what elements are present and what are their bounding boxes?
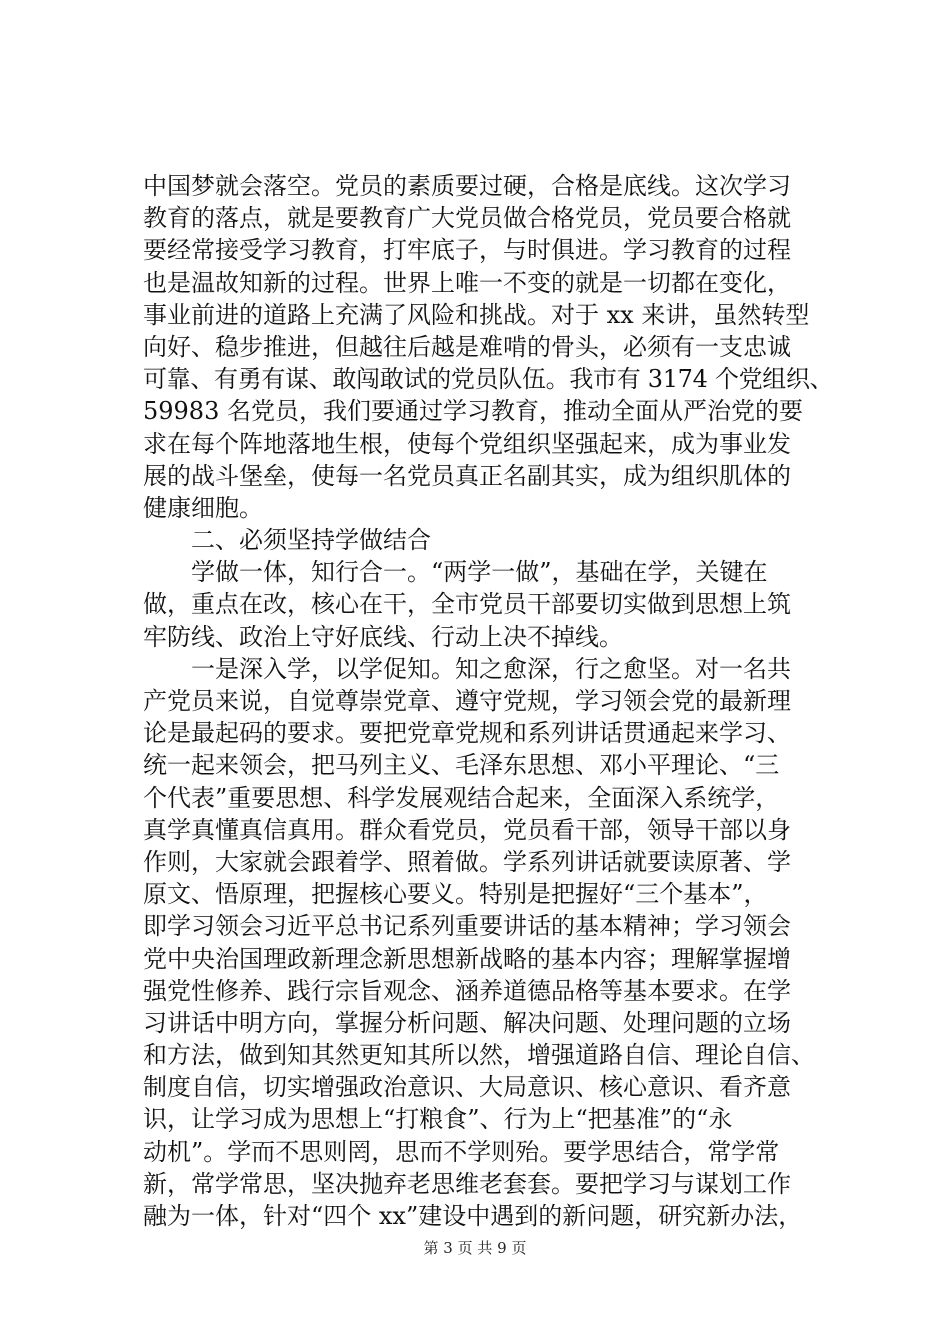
text-line: 党中央治国理政新理念新思想新战略的基本内容；理解掌握增	[143, 944, 791, 973]
text-line: 学做一体，知行合一。“两学一做”，基础在学，关键在	[143, 558, 768, 587]
text-line: 二、必须坚持学做结合	[143, 526, 431, 555]
page-footer: 第 3 页 共 9 页	[423, 1239, 527, 1257]
text-line: 识，让学习成为思想上“打粮食”、行为上“把基准”的“永	[143, 1105, 733, 1134]
text-line: 展的战斗堡垒，使每一名党员真正名副其实，成为组织肌体的	[143, 461, 791, 490]
text-line: 原文、悟原理，把握核心要义。特别是把握好“三个基本”，	[143, 880, 768, 909]
text-line: 中国梦就会落空。党员的素质要过硬，合格是底线。这次学习	[143, 172, 791, 200]
text-line: 个代表”重要思想、科学发展观结合起来，全面深入系统学，	[143, 783, 780, 812]
text-line: 习讲话中明方向，掌握分析问题、解决问题、处理问题的立场	[143, 1008, 791, 1037]
text-line: 59983 名党员，我们要通过学习教育，推动全面从严治党的要	[143, 397, 803, 426]
text-line: 向好、稳步推进，但越往后越是难啃的骨头，必须有一支忠诚	[143, 332, 791, 361]
text-line: 事业前进的道路上充满了风险和挑战。对于 xx 来讲，虽然转型	[143, 300, 810, 329]
text-line: 做，重点在改，核心在干，全市党员干部要切实做到思想上筑	[143, 590, 791, 619]
text-line: 融为一体，针对“四个 xx”建设中遇到的新问题，研究新办法，	[143, 1202, 803, 1230]
text-line: 要经常接受学习教育，打牢底子，与时俱进。学习教育的过程	[143, 236, 791, 265]
text-line: 真学真懂真信真用。群众看党员，党员看干部，领导干部以身	[143, 815, 791, 844]
text-line: 新，常学常思，坚决抛弃老思维老套套。要把学习与谋划工作	[143, 1169, 791, 1198]
text-line: 动机”。学而不思则罔，思而不学则殆。要学思结合，常学常	[143, 1137, 780, 1166]
text-line: 统一起来领会，把马列主义、毛泽东思想、邓小平理论、“三	[143, 751, 780, 780]
text-line: 可靠、有勇有谋、敢闯敢试的党员队伍。我市有 3174 个党组织、	[143, 365, 834, 394]
text-line: 求在每个阵地落地生根，使每个党组织坚强起来，成为事业发	[143, 429, 791, 458]
text-line: 产党员来说，自觉尊崇党章、遵守党规，学习领会党的最新理	[143, 687, 791, 715]
text-line: 论是最起码的要求。要把党章党规和系列讲话贯通起来学习、	[143, 719, 791, 748]
text-line: 也是温故知新的过程。世界上唯一不变的就是一切都在变化，	[143, 268, 791, 297]
text-line: 作则，大家就会跟着学、照着做。学系列讲话就要读原著、学	[143, 847, 791, 876]
text-line: 教育的落点，就是要教育广大党员做合格党员，党员要合格就	[143, 204, 791, 233]
text-line: 即学习领会习近平总书记系列重要讲话的基本精神；学习领会	[143, 912, 791, 941]
text-line: 制度自信，切实增强政治意识、大局意识、核心意识、看齐意	[143, 1073, 791, 1102]
text-line: 和方法，做到知其然更知其所以然，增强道路自信、理论自信、	[143, 1041, 815, 1070]
text-line: 一是深入学，以学促知。知之愈深，行之愈坚。对一名共	[143, 654, 791, 683]
text-line: 健康细胞。	[143, 493, 263, 522]
text-line: 牢防线、政治上守好底线、行动上决不掉线。	[143, 622, 623, 651]
body-text	[143, 170, 833, 1232]
text-line: 强党性修养、践行宗旨观念、涵养道德品格等基本要求。在学	[143, 976, 791, 1005]
